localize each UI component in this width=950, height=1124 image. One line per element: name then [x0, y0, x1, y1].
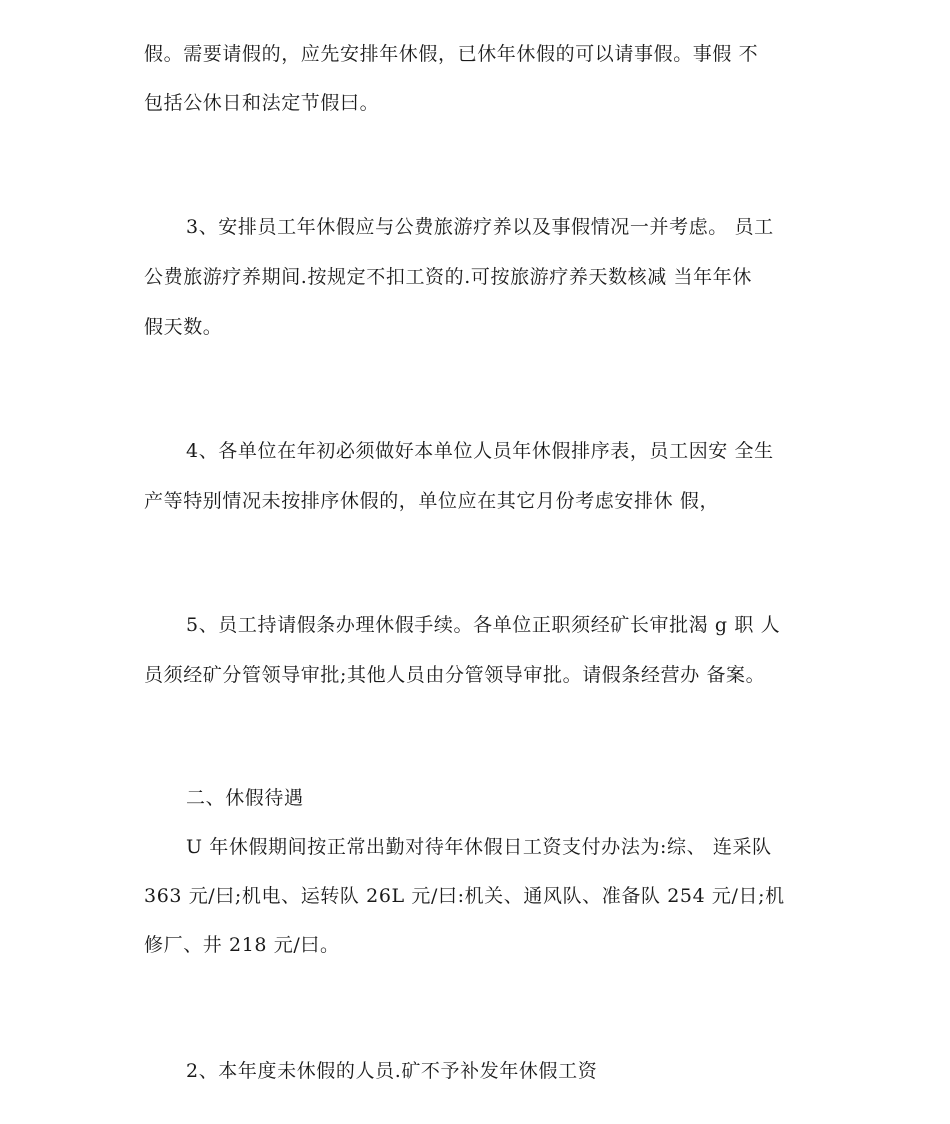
paragraph-line: 363 元/曰;机电、运转队 26L 元/曰:机关、通风队、准备队 254 元/日;机	[144, 885, 785, 907]
paragraph-line: 修厂、井 218 元/曰。	[144, 934, 340, 956]
paragraph-line: 包括公休日和法定节假曰。	[144, 92, 380, 114]
paragraph-line: 3、安排员工年休假应与公费旅游疗养以及事假情况一并考虑。 员工	[186, 216, 774, 238]
paragraph-line: 员须经矿分管领导审批;其他人员由分管领导审批。请假条经营办 备案。	[144, 664, 766, 686]
paragraph-line: U 年休假期间按正常出勤对待年休假日工资支付办法为:综、 连采队	[186, 836, 772, 858]
paragraph-line: 4、各单位在年初必须做好本单位人员年休假排序表，员工因安 全生	[186, 440, 774, 462]
paragraph-line: 产等特别情况未按排序休假的，单位应在其它月份考虑安排休 假，	[144, 490, 720, 512]
paragraph-line: 5、员工持请假条办理休假手续。各单位正职须经矿长审批渴 g 职 人	[186, 614, 781, 636]
paragraph-line: 2、本年度未休假的人员.矿不予补发年休假工资	[186, 1060, 598, 1082]
paragraph-line: 公费旅游疗养期间.按规定不扣工资的.可按旅游疗养天数核减 当年年休	[144, 266, 752, 288]
paragraph-line: 假天数。	[144, 316, 223, 338]
paragraph-line: 假。需要请假的，应先安排年休假，已休年休假的可以请事假。事假 不	[144, 43, 759, 65]
section-heading: 二、休假待遇	[186, 787, 304, 809]
